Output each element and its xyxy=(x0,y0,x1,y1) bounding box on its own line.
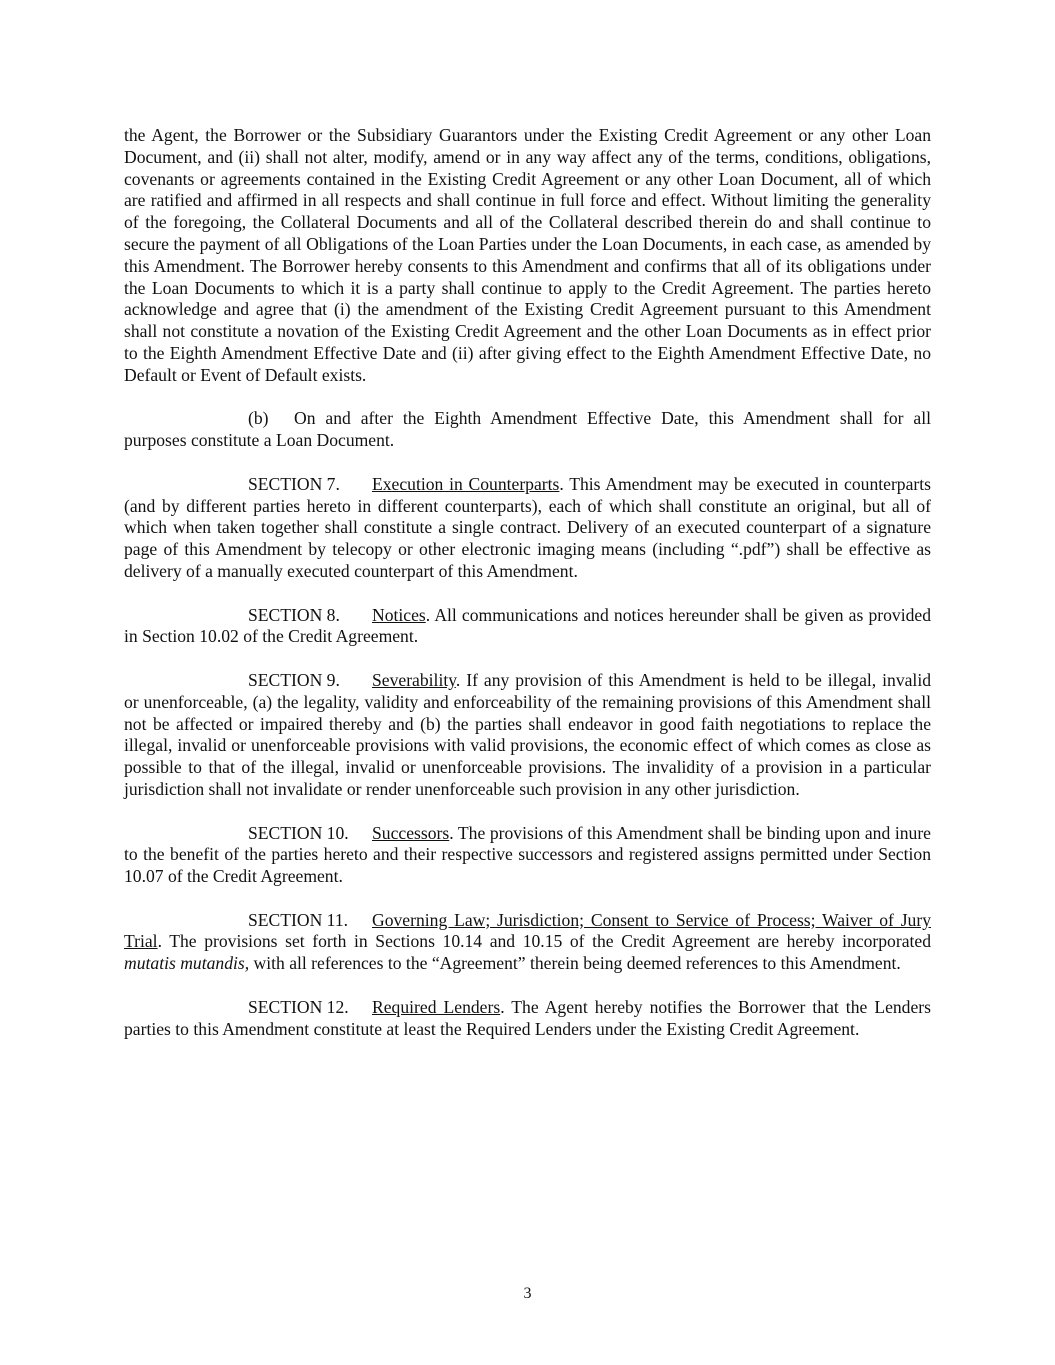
section-heading: Successors xyxy=(372,822,450,843)
section-text: . The provisions of this Amendment shall be binding upon and inure to the benefit of the parties hereto and their respective successors and registered assigns permitted under Section 10.07 of the Credit Agreement. xyxy=(124,822,931,887)
section-number: SECTION 8. xyxy=(248,604,340,625)
section-heading: Execution in Counterparts xyxy=(372,473,560,494)
section-8 xyxy=(124,605,931,649)
section-heading: Governing Law; Jurisdiction; Consent to Service of Process; Waiver of Jury Trial xyxy=(124,909,931,952)
section-number: SECTION 9. xyxy=(248,669,340,690)
section-text: . This Amendment may be executed in counterparts (and by different parties hereto in different counterparts), each of which shall constitute an original, but all of which when taken together shall constitute a single contract. Delivery of an executed counterpart of a signature page of this Amendment by telecopy or other electronic imaging means (including “.pdf”) shall be effective as delivery of a manually executed counterpart of this Amendment. xyxy=(124,473,931,581)
section-text: . If any provision of this Amendment is held to be illegal, invalid or unenforceable, (a) the legality, validity and enforceability of the remaining provisions of this Amendment shall not be affected or impaired thereby and (b) the parties shall endeavor in good faith negotiations to replace the illegal, invalid or unenforceable provisions with valid provisions, the economic effect of which comes as close as possible to that of the illegal, invalid or unenforceable provisions. The invalidity of a provision in a particular jurisdiction shall not invalidate or render unenforceable such provision in any other jurisdiction. xyxy=(124,669,931,799)
continued-paragraph: the Agent, the Borrower or the Subsidiary Guarantors under the Existing Credit Agreement or any other Loan Document, and (ii) shall not alter, modify, amend or in any way affect any of the terms, conditions, obligations, covenants or agreements contained in the Existing Credit Agreement or any other Loan Document, all of which are ratified and affirmed in all respects and shall continue in full force and effect. Without limiting the generality of the foregoing, the Collateral Documents and all of the Collateral described therein do and shall continue to secure the payment of all Obligations of the Loan Parties under the Loan Documents, in each case, as amended by this Amendment. The Borrower hereby consents to this Amendment and confirms that all of its obligations under the Loan Documents to which it is a party shall continue to apply to the Credit Agreement. The parties hereto acknowledge and agree that (i) the amendment of the Existing Credit Agreement pursuant to this Amendment shall not constitute a novation of the Existing Credit Agreement and the other Loan Documents as in effect prior to the Eighth Amendment Effective Date and (ii) after giving effect to the Eighth Amendment Effective Date, no Default or Event of Default exists. xyxy=(124,125,931,385)
section-text: . The Agent hereby notifies the Borrower that the Lenders parties to this Amendment constitute at least the Required Lenders under the Existing Credit Agreement. xyxy=(124,996,931,1039)
section-number: SECTION 7. xyxy=(248,473,340,494)
section-7 xyxy=(124,474,931,583)
section-heading: Required Lenders xyxy=(372,996,501,1017)
section-11 xyxy=(124,910,931,975)
section-12 xyxy=(124,997,931,1041)
section-text: . All communications and notices hereunder shall be given as provided in Section 10.02 of the Credit Agreement. xyxy=(124,604,931,647)
section-heading: Severability xyxy=(372,669,456,690)
subsection-b-label: (b) xyxy=(248,408,269,429)
section-number: SECTION 12. xyxy=(248,996,349,1017)
section-9 xyxy=(124,670,931,801)
section-text: . The provisions set forth in Sections 10.14 and 10.15 of the Credit Agreement are hereby incorporated xyxy=(157,931,931,952)
section-number: SECTION 10. xyxy=(248,822,349,843)
subsection-b-text: On and after the Eighth Amendment Effective Date, this Amendment shall for all purposes constitute a Loan Document. xyxy=(124,408,931,451)
page-number: 3 xyxy=(523,1285,532,1302)
section-italic-text: mutatis mutandis, xyxy=(124,953,250,974)
document-body xyxy=(124,125,931,1062)
section-10 xyxy=(124,823,931,888)
subsection-b xyxy=(124,408,931,452)
section-text-continued: with all references to the “Agreement” therein being deemed references to this Amendment. xyxy=(249,953,901,974)
section-number: SECTION 11. xyxy=(248,909,349,930)
section-heading: Notices xyxy=(372,604,426,625)
